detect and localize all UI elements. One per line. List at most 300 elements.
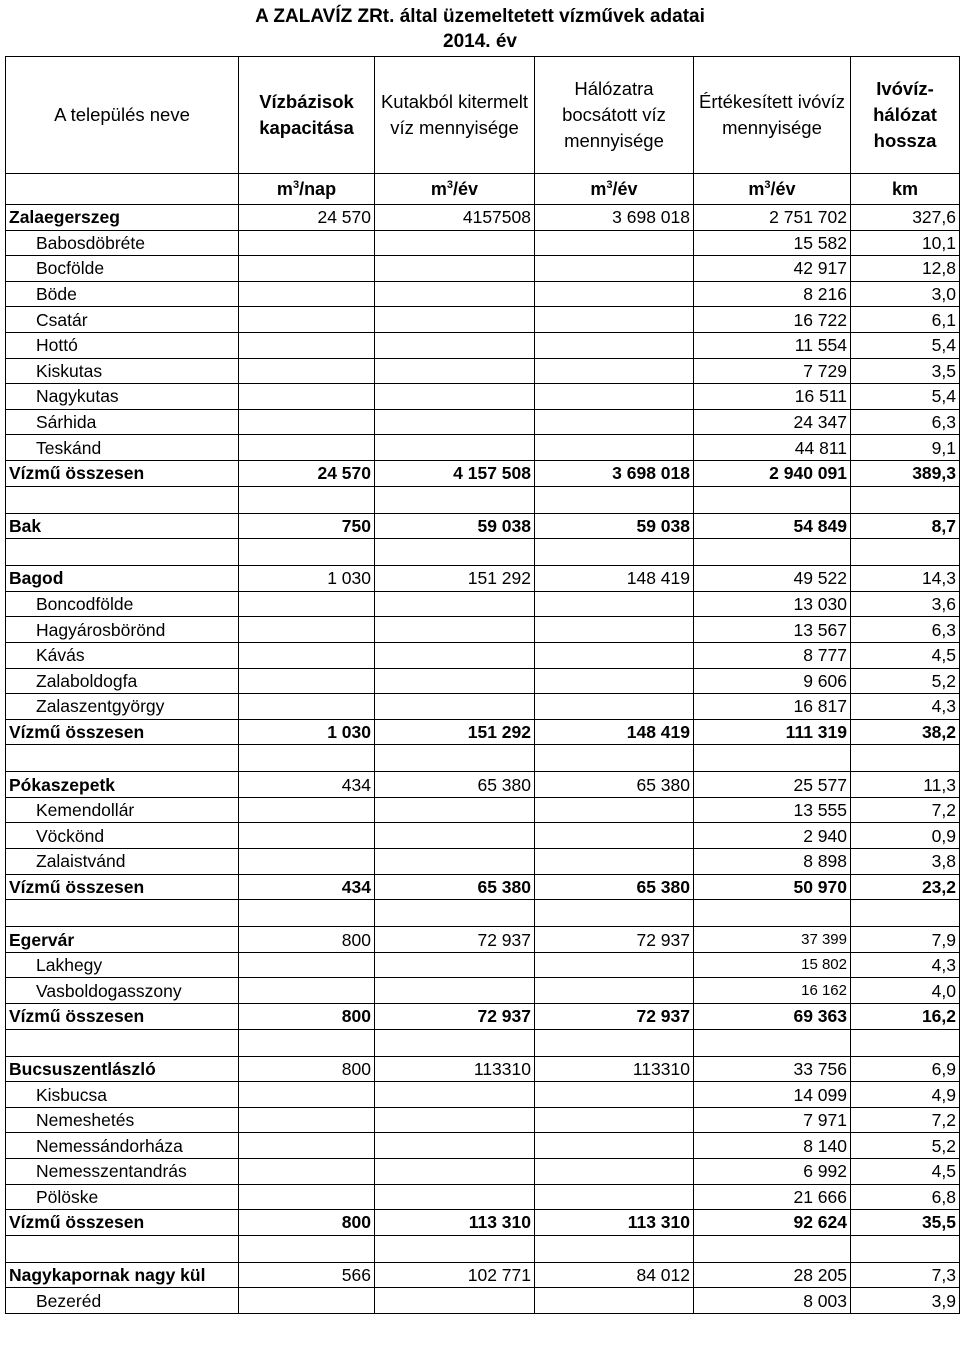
value-cell: [375, 409, 535, 435]
value-cell: 6,1: [851, 307, 960, 333]
value-cell: 44 811: [694, 435, 851, 461]
value-cell: 35,5: [851, 1210, 960, 1236]
value-cell: [694, 486, 851, 513]
value-cell: 2 751 702: [694, 205, 851, 231]
value-cell: [239, 1235, 375, 1262]
value-cell: [375, 978, 535, 1004]
value-cell: 8,7: [851, 513, 960, 539]
value-cell: [375, 1029, 535, 1056]
value-cell: 113 310: [535, 1210, 694, 1236]
value-cell: [535, 952, 694, 978]
table-row: [6, 952, 960, 978]
table-row: [6, 1288, 960, 1314]
settlement-name-cell: Böde: [6, 281, 239, 307]
settlement-name-cell: Kisbucsa: [6, 1082, 239, 1108]
value-cell: [239, 1184, 375, 1210]
value-cell: 14,3: [851, 566, 960, 592]
value-cell: 59 038: [375, 513, 535, 539]
settlement-name-cell: [6, 900, 239, 927]
settlement-name-cell: [6, 539, 239, 566]
value-cell: [375, 591, 535, 617]
value-cell: [239, 668, 375, 694]
value-cell: 4 157 508: [375, 460, 535, 486]
value-cell: 800: [239, 1004, 375, 1030]
value-cell: [535, 409, 694, 435]
table-row: [6, 256, 960, 282]
table-row: [6, 435, 960, 461]
value-cell: [694, 900, 851, 927]
unit-cell: $m^3/év$: [375, 174, 535, 205]
value-cell: 37 399: [694, 927, 851, 953]
value-cell: 5,4: [851, 384, 960, 410]
table-row: [6, 566, 960, 592]
settlement-name-cell: Bucsuszentlászló: [6, 1056, 239, 1082]
value-cell: [851, 1029, 960, 1056]
units-row: [6, 174, 960, 205]
value-cell: 4,0: [851, 978, 960, 1004]
value-cell: [535, 849, 694, 875]
value-cell: 59 038: [535, 513, 694, 539]
value-cell: 21 666: [694, 1184, 851, 1210]
value-cell: 10,1: [851, 230, 960, 256]
value-cell: [535, 256, 694, 282]
value-cell: [375, 617, 535, 643]
value-cell: 54 849: [694, 513, 851, 539]
value-cell: 7 971: [694, 1107, 851, 1133]
value-cell: 151 292: [375, 566, 535, 592]
settlement-name-cell: Sárhida: [6, 409, 239, 435]
table-row: [6, 823, 960, 849]
table-row: [6, 927, 960, 953]
settlement-name-cell: Kemendollár: [6, 797, 239, 823]
value-cell: [535, 591, 694, 617]
table-row: [6, 719, 960, 745]
value-cell: 72 937: [535, 927, 694, 953]
value-cell: [239, 1029, 375, 1056]
value-cell: [535, 1133, 694, 1159]
value-cell: [239, 1159, 375, 1185]
settlement-name-cell: Bagod: [6, 566, 239, 592]
value-cell: 3,0: [851, 281, 960, 307]
value-cell: [375, 332, 535, 358]
value-cell: 84 012: [535, 1262, 694, 1288]
value-cell: [239, 978, 375, 1004]
value-cell: 800: [239, 1056, 375, 1082]
value-cell: [535, 307, 694, 333]
value-cell: [375, 539, 535, 566]
settlement-name-cell: Lakhegy: [6, 952, 239, 978]
settlement-name-cell: Nagykapornak nagy kül: [6, 1262, 239, 1288]
value-cell: [375, 900, 535, 927]
value-cell: [239, 642, 375, 668]
table-row: [6, 1082, 960, 1108]
settlement-name-cell: Nemessándorháza: [6, 1133, 239, 1159]
table-row: [6, 1159, 960, 1185]
table-row: [6, 460, 960, 486]
value-cell: 389,3: [851, 460, 960, 486]
value-cell: 16 511: [694, 384, 851, 410]
value-cell: 566: [239, 1262, 375, 1288]
settlement-name-cell: Zalaszentgyörgy: [6, 694, 239, 720]
value-cell: 4,5: [851, 1159, 960, 1185]
table-row: [6, 849, 960, 875]
value-cell: [535, 281, 694, 307]
value-cell: 7,2: [851, 797, 960, 823]
settlement-name-cell: Babosdöbréte: [6, 230, 239, 256]
value-cell: [535, 1159, 694, 1185]
table-row: [6, 1107, 960, 1133]
value-cell: 16 162: [694, 978, 851, 1004]
value-cell: [851, 1235, 960, 1262]
table-row: [6, 591, 960, 617]
value-cell: [375, 823, 535, 849]
value-cell: 25 577: [694, 772, 851, 798]
settlement-name-cell: Zalaistvánd: [6, 849, 239, 875]
value-cell: 6,9: [851, 1056, 960, 1082]
blank-row: [6, 900, 960, 927]
value-cell: 3,8: [851, 849, 960, 875]
value-cell: 38,2: [851, 719, 960, 745]
value-cell: [239, 694, 375, 720]
value-cell: 5,2: [851, 1133, 960, 1159]
value-cell: 5,4: [851, 332, 960, 358]
value-cell: [239, 617, 375, 643]
value-cell: 69 363: [694, 1004, 851, 1030]
value-cell: 14 099: [694, 1082, 851, 1108]
table-row: [6, 332, 960, 358]
value-cell: [851, 539, 960, 566]
value-cell: 65 380: [535, 874, 694, 900]
value-cell: [239, 900, 375, 927]
value-cell: 33 756: [694, 1056, 851, 1082]
value-cell: [535, 486, 694, 513]
table-row: [6, 1004, 960, 1030]
settlement-name-cell: Hottó: [6, 332, 239, 358]
unit-cell: $m^3/év$: [535, 174, 694, 205]
table-row: [6, 1210, 960, 1236]
value-cell: [375, 642, 535, 668]
value-cell: 11,3: [851, 772, 960, 798]
value-cell: 148 419: [535, 719, 694, 745]
settlement-name-cell: [6, 1235, 239, 1262]
blank-row: [6, 486, 960, 513]
value-cell: [851, 900, 960, 927]
table-row: [6, 1056, 960, 1082]
value-cell: 6 992: [694, 1159, 851, 1185]
table-row: [6, 668, 960, 694]
value-cell: 3 698 018: [535, 460, 694, 486]
value-cell: [535, 617, 694, 643]
value-cell: 4,3: [851, 694, 960, 720]
value-cell: [535, 435, 694, 461]
settlement-name-cell: Vöckönd: [6, 823, 239, 849]
value-cell: 3,5: [851, 358, 960, 384]
header-capacity: Vízbázisok kapacitása: [239, 57, 375, 174]
settlement-name-cell: Egervár: [6, 927, 239, 953]
unit-cell: [6, 174, 239, 205]
value-cell: [239, 332, 375, 358]
blank-row: [6, 539, 960, 566]
value-cell: [375, 1288, 535, 1314]
settlement-name-cell: Hagyárosbörönd: [6, 617, 239, 643]
value-cell: 0,9: [851, 823, 960, 849]
settlement-name-cell: [6, 1029, 239, 1056]
value-cell: 50 970: [694, 874, 851, 900]
value-cell: [239, 849, 375, 875]
value-cell: [535, 1082, 694, 1108]
value-cell: 65 380: [535, 772, 694, 798]
unit-cell: $m^3/év$: [694, 174, 851, 205]
value-cell: [694, 1029, 851, 1056]
value-cell: [535, 384, 694, 410]
value-cell: [535, 797, 694, 823]
value-cell: 8 140: [694, 1133, 851, 1159]
value-cell: 2 940: [694, 823, 851, 849]
settlement-name-cell: Vízmű összesen: [6, 460, 239, 486]
settlement-name-cell: Pölöske: [6, 1184, 239, 1210]
value-cell: [535, 1107, 694, 1133]
settlement-name-cell: Kávás: [6, 642, 239, 668]
value-cell: [239, 797, 375, 823]
value-cell: 4,5: [851, 642, 960, 668]
value-cell: 113310: [375, 1056, 535, 1082]
value-cell: [535, 230, 694, 256]
value-cell: [375, 1133, 535, 1159]
value-cell: [535, 1184, 694, 1210]
value-cell: 72 937: [375, 1004, 535, 1030]
value-cell: [694, 745, 851, 772]
value-cell: 750: [239, 513, 375, 539]
blank-row: [6, 1235, 960, 1262]
value-cell: [375, 745, 535, 772]
page-title: [0, 4, 960, 54]
value-cell: [375, 384, 535, 410]
value-cell: [239, 1288, 375, 1314]
table-row: [6, 1262, 960, 1288]
settlement-name-cell: Bezeréd: [6, 1288, 239, 1314]
value-cell: [239, 230, 375, 256]
header-extracted-water: Kutakból kitermelt víz mennyisége: [375, 57, 535, 174]
value-cell: [375, 256, 535, 282]
table-row: [6, 642, 960, 668]
value-cell: 13 555: [694, 797, 851, 823]
settlement-name-cell: Kiskutas: [6, 358, 239, 384]
value-cell: 92 624: [694, 1210, 851, 1236]
value-cell: [535, 358, 694, 384]
value-cell: [535, 539, 694, 566]
value-cell: [375, 358, 535, 384]
value-cell: [375, 486, 535, 513]
value-cell: [239, 952, 375, 978]
value-cell: [239, 435, 375, 461]
settlement-name-cell: Nemesszentandrás: [6, 1159, 239, 1185]
value-cell: [535, 745, 694, 772]
value-cell: 23,2: [851, 874, 960, 900]
table-row: [6, 797, 960, 823]
settlement-name-cell: Bak: [6, 513, 239, 539]
value-cell: 15 582: [694, 230, 851, 256]
unit-cell: $m^3$/nap: [239, 174, 375, 205]
value-cell: [239, 745, 375, 772]
settlement-name-cell: Zalaboldogfa: [6, 668, 239, 694]
value-cell: [239, 1107, 375, 1133]
table-row: [6, 694, 960, 720]
value-cell: [535, 332, 694, 358]
value-cell: 4,9: [851, 1082, 960, 1108]
value-cell: 1 030: [239, 719, 375, 745]
header-sold-drinking-water: Értékesített ivóvíz mennyisége: [694, 57, 851, 174]
value-cell: 7 729: [694, 358, 851, 384]
value-cell: [375, 230, 535, 256]
value-cell: [375, 952, 535, 978]
settlement-name-cell: Csatár: [6, 307, 239, 333]
value-cell: [375, 694, 535, 720]
value-cell: 8 898: [694, 849, 851, 875]
settlement-name-cell: Pókaszepetk: [6, 772, 239, 798]
value-cell: [375, 797, 535, 823]
value-cell: 3 698 018: [535, 205, 694, 231]
value-cell: 3,9: [851, 1288, 960, 1314]
settlement-name-cell: [6, 745, 239, 772]
settlement-name-cell: Vízmű összesen: [6, 719, 239, 745]
value-cell: 24 570: [239, 460, 375, 486]
value-cell: 28 205: [694, 1262, 851, 1288]
table-row: [6, 281, 960, 307]
value-cell: 2 940 091: [694, 460, 851, 486]
value-cell: [375, 281, 535, 307]
value-cell: 12,8: [851, 256, 960, 282]
value-cell: 15 802: [694, 952, 851, 978]
value-cell: 42 917: [694, 256, 851, 282]
settlement-name-cell: Nemeshetés: [6, 1107, 239, 1133]
value-cell: [535, 668, 694, 694]
value-cell: 72 937: [535, 1004, 694, 1030]
value-cell: [694, 539, 851, 566]
value-cell: [535, 642, 694, 668]
value-cell: 16,2: [851, 1004, 960, 1030]
value-cell: 24 570: [239, 205, 375, 231]
table-row: [6, 205, 960, 231]
value-cell: [375, 1107, 535, 1133]
value-cell: 8 216: [694, 281, 851, 307]
table-row: [6, 1184, 960, 1210]
value-cell: [375, 307, 535, 333]
value-cell: 7,9: [851, 927, 960, 953]
value-cell: 6,3: [851, 617, 960, 643]
settlement-name-cell: Teskánd: [6, 435, 239, 461]
value-cell: 148 419: [535, 566, 694, 592]
value-cell: 49 522: [694, 566, 851, 592]
value-cell: [375, 1235, 535, 1262]
table-row: [6, 307, 960, 333]
title-line-1: A ZALAVÍZ ZRt. által üzemeltetett vízművek adatai: [255, 6, 705, 27]
value-cell: [535, 694, 694, 720]
value-cell: [535, 900, 694, 927]
value-cell: 13 567: [694, 617, 851, 643]
value-cell: [239, 281, 375, 307]
value-cell: 8 777: [694, 642, 851, 668]
value-cell: 434: [239, 772, 375, 798]
table-row: [6, 978, 960, 1004]
value-cell: [239, 256, 375, 282]
blank-row: [6, 1029, 960, 1056]
value-cell: [239, 823, 375, 849]
value-cell: [851, 486, 960, 513]
value-cell: 151 292: [375, 719, 535, 745]
value-cell: [375, 668, 535, 694]
value-cell: [535, 1235, 694, 1262]
value-cell: 7,3: [851, 1262, 960, 1288]
value-cell: [851, 745, 960, 772]
header-network-length: Ivóvíz-hálózat hossza: [851, 57, 960, 174]
value-cell: 6,8: [851, 1184, 960, 1210]
table-header-row: [6, 57, 960, 174]
value-cell: [535, 1288, 694, 1314]
value-cell: [375, 1159, 535, 1185]
table-row: [6, 384, 960, 410]
value-cell: 65 380: [375, 772, 535, 798]
value-cell: 113 310: [375, 1210, 535, 1236]
value-cell: 113310: [535, 1056, 694, 1082]
value-cell: 7,2: [851, 1107, 960, 1133]
settlement-name-cell: Vasboldogasszony: [6, 978, 239, 1004]
value-cell: 3,6: [851, 591, 960, 617]
table-row: [6, 409, 960, 435]
value-cell: [375, 1184, 535, 1210]
settlement-name-cell: Vízmű összesen: [6, 1004, 239, 1030]
value-cell: [239, 307, 375, 333]
value-cell: 102 771: [375, 1262, 535, 1288]
value-cell: 434: [239, 874, 375, 900]
table-row: [6, 874, 960, 900]
value-cell: 8 003: [694, 1288, 851, 1314]
header-settlement-name: A település neve: [6, 57, 239, 174]
settlement-name-cell: Zalaegerszeg: [6, 205, 239, 231]
value-cell: 6,3: [851, 409, 960, 435]
value-cell: [239, 1082, 375, 1108]
waterworks-table: [5, 56, 960, 1314]
value-cell: 800: [239, 1210, 375, 1236]
value-cell: [375, 849, 535, 875]
settlement-name-cell: Nagykutas: [6, 384, 239, 410]
value-cell: 16 722: [694, 307, 851, 333]
title-line-2: 2014. év: [443, 31, 517, 52]
settlement-name-cell: Vízmű összesen: [6, 1210, 239, 1236]
value-cell: 24 347: [694, 409, 851, 435]
value-cell: [375, 1082, 535, 1108]
value-cell: 11 554: [694, 332, 851, 358]
value-cell: [535, 823, 694, 849]
blank-row: [6, 745, 960, 772]
value-cell: [694, 1235, 851, 1262]
header-network-supplied-water: Hálózatra bocsátott víz mennyisége: [535, 57, 694, 174]
value-cell: [535, 978, 694, 1004]
value-cell: 16 817: [694, 694, 851, 720]
settlement-name-cell: Boncodfölde: [6, 591, 239, 617]
value-cell: [239, 384, 375, 410]
value-cell: [239, 591, 375, 617]
value-cell: [375, 435, 535, 461]
table-row: [6, 1133, 960, 1159]
value-cell: 1 030: [239, 566, 375, 592]
value-cell: 72 937: [375, 927, 535, 953]
value-cell: 65 380: [375, 874, 535, 900]
value-cell: 111 319: [694, 719, 851, 745]
value-cell: 800: [239, 927, 375, 953]
value-cell: 327,6: [851, 205, 960, 231]
value-cell: [239, 358, 375, 384]
table-row: [6, 358, 960, 384]
